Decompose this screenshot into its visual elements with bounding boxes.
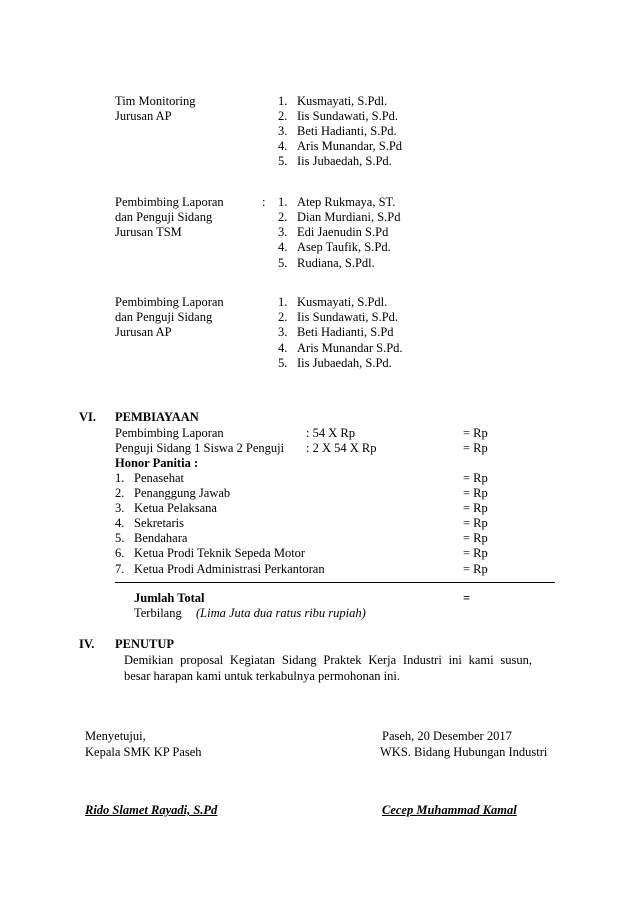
honor-label: Bendahara (134, 531, 188, 545)
section-title: PEMBIAYAAN (115, 410, 199, 424)
closing-text-line: Demikian proposal Kegiatan Sidang Praktek Kerja Industri ini kami susun, (124, 653, 532, 667)
section-number: VI. (79, 410, 97, 424)
total-label: Jumlah Total (134, 591, 205, 605)
honor-result: = Rp (463, 531, 488, 545)
team-member: Dian Murdiani, S.Pd (297, 210, 401, 224)
team-member: Atep Rukmaya, ST. (297, 195, 396, 209)
list-number: 5. (278, 256, 288, 270)
cost-row-calc: : 54 X Rp (306, 426, 355, 440)
team-member: Beti Hadianti, S.Pd. (297, 124, 397, 138)
honor-number: 6. (115, 546, 125, 560)
team-label-line: Jurusan AP (115, 109, 172, 123)
honor-label: Sekretaris (134, 516, 184, 530)
list-number: 2. (278, 109, 288, 123)
signer-name: Cecep Muhammad Kamal (382, 803, 517, 817)
team-member: Aris Munandar S.Pd. (297, 341, 403, 355)
colon: : (262, 195, 266, 209)
honor-number: 4. (115, 516, 125, 530)
list-number: 4. (278, 341, 288, 355)
place-date: Paseh, 20 Desember 2017 (382, 729, 512, 743)
team-member: Iis Jubaedah, S.Pd. (297, 154, 392, 168)
terbilang-value: (Lima Juta dua ratus ribu rupiah) (196, 606, 366, 620)
honor-result: = Rp (463, 471, 488, 485)
cost-row-label: Penguji Sidang 1 Siswa 2 Penguji (115, 441, 285, 455)
list-number: 5. (278, 154, 288, 168)
list-number: 2. (278, 210, 288, 224)
signer-name: Rido Slamet Rayadi, S.Pd (85, 803, 218, 817)
list-number: 3. (278, 225, 288, 239)
team-label-line: Pembimbing Laporan (115, 195, 224, 209)
list-number: 1. (278, 295, 288, 309)
honor-number: 1. (115, 471, 125, 485)
section-title: PENUTUP (115, 637, 175, 651)
team-label-line: Jurusan TSM (115, 225, 182, 239)
total-equals: = (463, 591, 471, 605)
team-member: Iis Sundawati, S.Pd. (297, 109, 399, 123)
cost-row-result: = Rp (463, 441, 488, 455)
honor-result: = Rp (463, 562, 488, 576)
team-member: Iis Sundawati, S.Pd. (297, 310, 399, 324)
team-member: Rudiana, S.Pdl. (297, 256, 375, 270)
honor-label: Penanggung Jawab (134, 486, 231, 500)
section-number: IV. (79, 637, 95, 651)
list-number: 2. (278, 310, 288, 324)
list-number: 1. (278, 94, 288, 108)
honor-number: 3. (115, 501, 125, 515)
team-label-line: Tim Monitoring (115, 94, 196, 108)
closing-text-line: besar harapan kami untuk terkabulnya permohonan ini. (124, 669, 400, 683)
honor-label: Ketua Prodi Teknik Sepeda Motor (134, 546, 306, 560)
team-member: Kusmayati, S.Pdl. (297, 295, 388, 309)
honor-number: 7. (115, 562, 125, 576)
honor-result: = Rp (463, 486, 488, 500)
list-number: 5. (278, 356, 288, 370)
honor-number: 2. (115, 486, 125, 500)
signer-position: Kepala SMK KP Paseh (85, 745, 202, 759)
team-member: Aris Munandar, S.Pd (297, 139, 403, 153)
honor-result: = Rp (463, 546, 488, 560)
honor-number: 5. (115, 531, 125, 545)
list-number: 4. (278, 240, 288, 254)
team-label-line: dan Penguji Sidang (115, 310, 213, 324)
honor-label: Ketua Pelaksana (134, 501, 217, 515)
list-number: 4. (278, 139, 288, 153)
honor-label: Ketua Prodi Administrasi Perkantoran (134, 562, 325, 576)
team-member: Kusmayati, S.Pdl. (297, 94, 388, 108)
honor-result: = Rp (463, 501, 488, 515)
list-number: 1. (278, 195, 288, 209)
team-member: Beti Hadianti, S.Pd (297, 325, 394, 339)
team-member: Iis Jubaedah, S.Pd. (297, 356, 392, 370)
total-divider (115, 582, 555, 583)
cost-row-result: = Rp (463, 426, 488, 440)
signer-position: WKS. Bidang Hubungan Industri (380, 745, 548, 759)
team-member: Edi Jaenudin S.Pd (297, 225, 389, 239)
list-number: 3. (278, 124, 288, 138)
list-number: 3. (278, 325, 288, 339)
terbilang-label: Terbilang (134, 606, 182, 620)
team-label-line: Pembimbing Laporan (115, 295, 224, 309)
cost-row-label: Pembimbing Laporan (115, 426, 224, 440)
honor-result: = Rp (463, 516, 488, 530)
honor-label: Penasehat (134, 471, 184, 485)
team-label-line: dan Penguji Sidang (115, 210, 213, 224)
approval-label: Menyetujui, (85, 729, 146, 743)
team-member: Asep Taufik, S.Pd. (297, 240, 391, 254)
team-label-line: Jurusan AP (115, 325, 172, 339)
cost-row-calc: : 2 X 54 X Rp (306, 441, 377, 455)
honor-title: Honor Panitia : (115, 456, 199, 470)
